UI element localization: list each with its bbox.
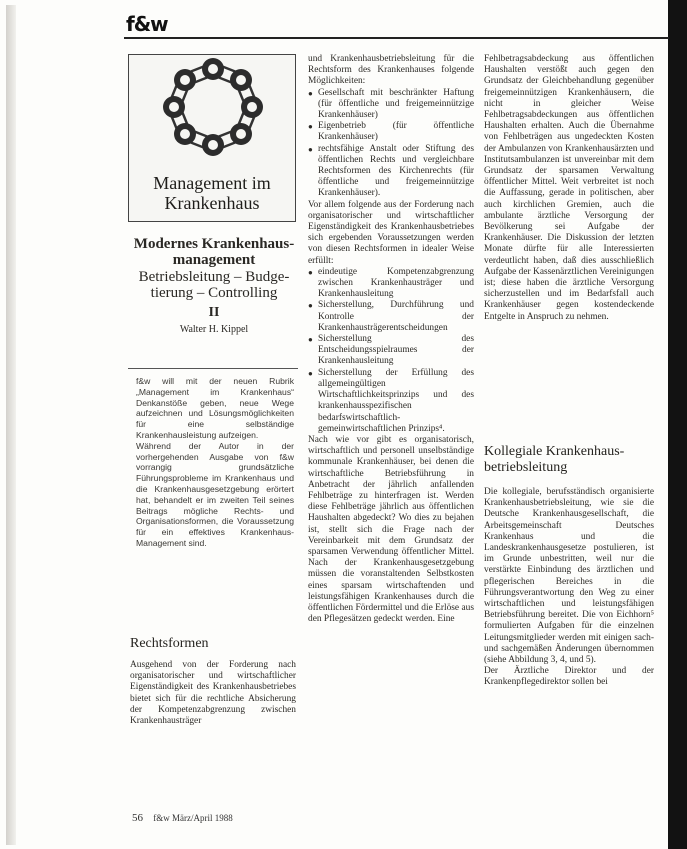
column-3-text-bottom [484,487,654,689]
col3-paragraph-3: Der Ärztliche Direktor und der Krankenpflegedirektor sollen bei [484,666,654,688]
column-2-text [308,54,474,625]
list-item: ● Gesellschaft mit beschränkter Haftung (für öffentliche und freigemeinnützige Krankenhäuser) [308,88,474,122]
column-3-text-top [484,54,654,323]
figure-title-line2: Krankenhaus [164,193,260,213]
col3-paragraph-1: Fehlbetragsabdeckung aus öffentlichen Haushalten verstößt auch gegen den Grundsatz der Gleichbehandlung gegenüber freigemeinnützigen Krankenhäusern, die nicht in gleicher Weise Fehlbetragsabdeckungen aus öffentlichen Haushalten erhalten. Auch die Übernahme von Fehlbeträgen aus ungedeckten Kosten der Ambulanzen von Krankenhausärzten und Institutsambulanzen ist unvereinbar mit dem Grundsatz der sparsamen Verwaltung öffentlicher Mittel. Weit verbreitet ist noch die Auffassung, gerade in politischen, aber auch kirchlichen Gremien, auch die ambulante ärztliche Versorgung der Bevölkerung sei Aufgabe der Krankenhäuser. Die Diskussion der letzten Monate dürfte für alle Interessierten verdeutlicht haben, daß dies ausschließlich Aufgabe der Kassenärztlichen Vereinigungen ist; diese haben die ärztliche Versorgung sicherzustellen und im Bedarfsfall auch Krankenhäuser gegen kostendeckende Entgelte in Anspruch zu nehmen. [484,54,654,322]
list-item: ● Sicherstellung des Entscheidungsspielraumes der Krankenhausleitung [308,334,474,368]
network-graphic-icon [129,55,297,175]
col1-paragraph-1: Ausgehend von der Forderung nach organisatorischer und wirtschaftlicher Eigenständigkeit des Krankenhausbetriebes bietet sich für die rechtliche Absicherung der Kompetenzabgrenzung zwischen Krankenhausträger [130,660,296,727]
article-subtitle-line1: Betriebsleitung – Budge- [138,269,290,285]
page-footer [132,812,233,824]
section-heading-line1: Kollegiale Krankenhaus- [484,444,625,459]
list-item: ● Sicherstellung der Erfüllung des allgemeingültigen Wirtschaftlichkeitsprinzips und des krankenhausspezifischen bedarfswirtschaftlich-gemeinwirtschaftlichen Prinzips⁴. [308,368,474,435]
intro-paragraph-2: Während der Autor in der vorhergehenden Ausgabe von f&w vorrangig grundsätzliche Führungsprobleme im Krankenhaus und die Krankenhausgesetzgebung erörtert hat, behandelt er im zweiten Teil seines Beitrags mögliche Rechts- und Organisationsformen, die Voraussetzung für ein effektives Krankenhaus-Management sind. [136,440,294,548]
section-heading-kollegiale [484,444,654,476]
intro-paragraph-1: f&w will mit der neuen Rubrik „Management im Krankenhaus“ Denkanstöße geben, neue Wege aufzeichnen und Lösungsmöglichkeiten für eine selbständige Krankenhausleistung aufzeigen. [136,376,294,440]
legal-forms-list [308,88,474,200]
article-title [128,236,300,268]
list-item: ● Sicherstellung, Durchführung und Kontrolle der Krankenhausträgerentscheidungen [308,300,474,334]
scan-border-shadow [668,0,687,849]
section-heading-rechtsformen: Rechtsformen [130,636,209,651]
col2-paragraph-2: Vor allem folgende aus der Forderung nach organisatorischer und wirtschaftlicher Eigenständigkeit des Krankenhausbetriebes sich ergebenden Voraussetzungen werden von diesen Rechtsformen in idealer Weise erfüllt: [308,199,474,266]
col3-paragraph-2: Die kollegiale, berufsständisch organisierte Krankenhausbetriebsleitung, wie sie die Deutsche Krankenhausgesellschaft, die Arbeitsgemeinschaft Deutsches Krankenhaus und die Landeskrankenhausgesetze postulieren, ist im Grunde unbestritten, weil nur die verstärkte Einbindung des ärztlichen und pflegerischen Bereiches in die Führungsverantwortung den Weg zu einer wirtschaftlichen und leistungsfähigen Betriebsführung bereitet. Die von Eichhorn⁵ formulierten Aufgaben für die einzelnen Leitungsmitglieder werden mit einigen sach- und sachgemäßen Änderungen übernommen (siehe Abbildung 3, 4, und 5). [484,487,654,666]
article-title-line1: Modernes Krankenhaus- [133,236,295,252]
list-item: ● Eigenbetrieb (für öffentliche Krankenhäuser) [308,121,474,143]
article-author: Walter H. Kippel [179,324,249,335]
article-title-line2: management [172,252,256,268]
page-edge-shadow [6,5,16,845]
list-item: ● eindeutige Kompetenzabgrenzung zwischen Krankenhausträger und Krankenhausleitung [308,267,474,301]
issue-line: f&w März/April 1988 [153,813,233,823]
page-number: 56 [132,812,143,824]
rubric-figure [128,54,296,222]
figure-title [133,173,291,213]
section-heading-line2: betriebsleitung [484,460,568,475]
article-subtitle-line2: tierung – Controlling [150,285,278,301]
list-item: ● rechtsfähige Anstalt oder Stiftung des öffentlichen Rechts und vergleichbare Rechtsformen des Kirchenrechts (für öffentliche und freigemeinnützige Krankenhäuser). [308,144,474,200]
article-part-number: II [208,305,220,320]
intro-divider [128,368,298,369]
article-subtitle [128,269,300,301]
intro-box [136,376,294,549]
col2-paragraph-3: Nach wie vor gibt es organisatorisch, wirtschaftlich und personell unselbständige kommunale Krankenhäuser, bei denen die wirtschaftliche Betriebsführung in Anbetracht der jährlich anfallenden Fehlbeträge zu hinterfragen ist. Werden diese Fehlbeträge jährlich aus öffentlichen Haushalten abgedeckt? Wo dies zu bejahen ist, stellt sich die Frage nach der Vereinbarkeit mit dem Grundsatz der sparsamen Verwendung öffentlicher Mittel. Nach der Krankenhausgesetzgebung müssen die voranstaltenden Selbstkosten eines sparsam wirtschaftenden und leistungsfähigen Krankenhauses durch die öffentlichen Fördermittel und die Erlöse aus den Pflegesätzen gedeckt werden. Eine [308,434,474,625]
header-rule [124,37,669,39]
magazine-logo: f&w [126,12,168,36]
col2-paragraph-1: und Krankenhausbetriebsleitung für die Rechtsform des Krankenhauses folgende Möglichkeiten: [308,54,474,87]
column-1-text [130,660,296,727]
figure-title-line1: Management im [153,173,271,193]
requirements-list [308,267,474,435]
